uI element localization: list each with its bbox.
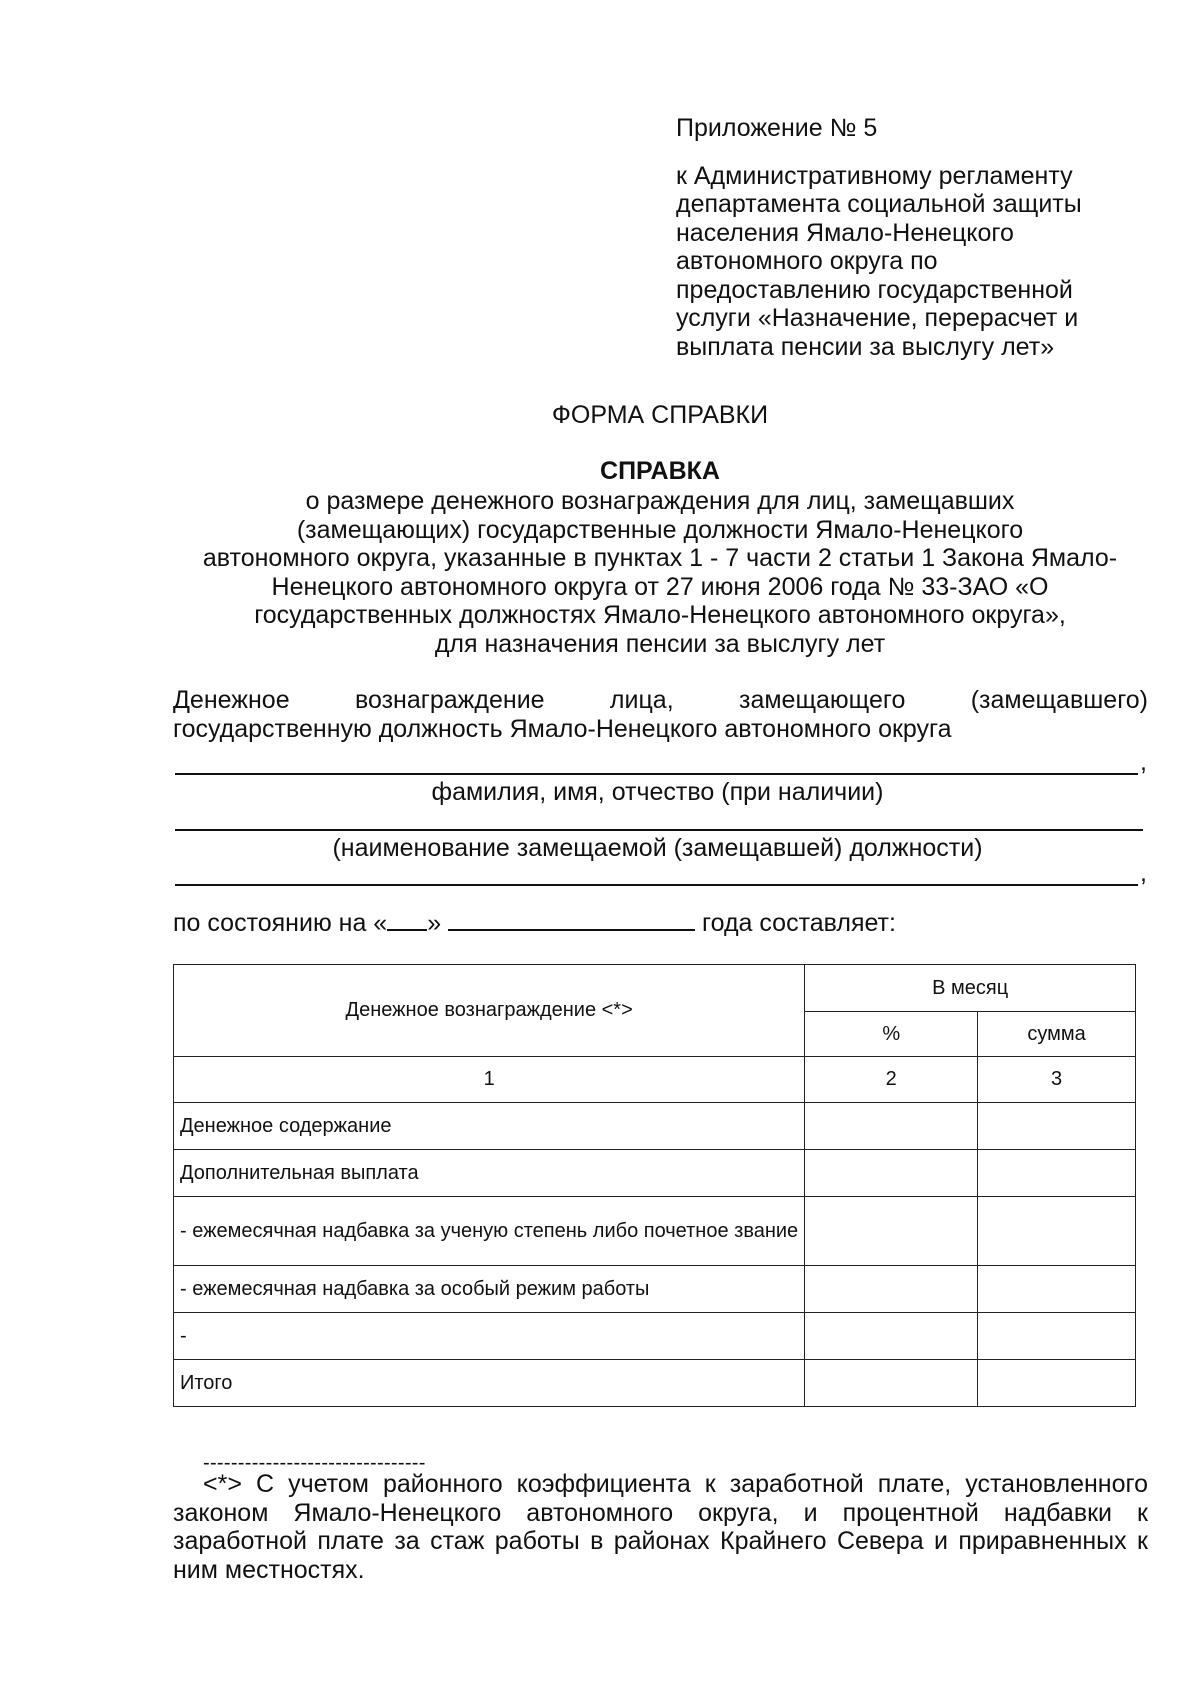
header-per-month: В месяц xyxy=(805,965,1136,1012)
month-year-blank[interactable] xyxy=(448,909,695,931)
appendix-line: департамента социальной защиты xyxy=(676,190,1082,218)
col-number: 2 xyxy=(805,1057,978,1103)
row-label: - ежемесячная надбавка за особый режим работы xyxy=(174,1266,805,1313)
appendix-number: Приложение № 5 xyxy=(676,114,878,142)
table-row xyxy=(174,1150,1136,1197)
header-reward: Денежное вознаграждение <*> xyxy=(174,965,805,1057)
intro-word: Денежное xyxy=(173,686,290,714)
table-number-row xyxy=(174,1057,1136,1103)
percent-cell[interactable] xyxy=(805,1197,978,1266)
sum-cell[interactable] xyxy=(978,1313,1136,1360)
intro-word: замещающего xyxy=(739,686,906,714)
row-label: - xyxy=(174,1313,805,1360)
percent-cell[interactable] xyxy=(805,1103,978,1150)
col-number: 3 xyxy=(978,1057,1136,1103)
document-subject xyxy=(150,487,1170,658)
row-label: - ежемесячная надбавка за ученую степень либо почетное звание xyxy=(174,1197,805,1266)
table-header-row xyxy=(174,965,1136,1012)
subject-line: о размере денежного вознаграждения для лиц, замещавших xyxy=(305,487,1015,515)
appendix-line: предоставлению государственной xyxy=(676,275,1073,304)
subject-line: для назначения пенсии за выслугу лет xyxy=(434,629,886,658)
position-comma: , xyxy=(1140,859,1147,887)
as-of-suffix: года составляет: xyxy=(695,909,896,937)
appendix-line: автономного округа по xyxy=(676,247,938,275)
sum-cell[interactable] xyxy=(978,1150,1136,1197)
position-blank-line-2[interactable] xyxy=(175,884,1138,886)
subject-line: автономного округа, указанные в пунктах 1 - 7 части 2 статьи 1 Закона Ямало- xyxy=(202,544,1118,572)
appendix-line: к Административному регламенту xyxy=(676,161,1073,190)
appendix-block xyxy=(676,114,1136,361)
intro-word: вознаграждение xyxy=(354,686,545,714)
percent-cell[interactable] xyxy=(805,1360,978,1407)
percent-cell[interactable] xyxy=(805,1150,978,1197)
as-of-prefix: по состоянию на « xyxy=(173,909,388,937)
header-percent: % xyxy=(805,1012,978,1057)
document-title: СПРАВКА xyxy=(600,457,720,485)
sum-cell[interactable] xyxy=(978,1197,1136,1266)
footnote-text: <*> С учетом районного коэффициента к заработной плате, установленного законом Ямало-Ненецкого автономного округа, и процентной надбавки к заработной плате за стаж работы в районах Крайнего Севера и приравненных к ним местностях. xyxy=(173,1470,1148,1584)
percent-cell[interactable] xyxy=(805,1313,978,1360)
reward-intro xyxy=(173,686,1148,743)
sum-cell[interactable] xyxy=(978,1266,1136,1313)
percent-cell[interactable] xyxy=(805,1266,978,1313)
header-sum: сумма xyxy=(978,1012,1136,1057)
intro-line-2: государственную должность Ямало-Ненецкого автономного округа xyxy=(173,714,952,743)
as-of-middle: » xyxy=(427,909,449,937)
subject-line: государственных должностях Ямало-Ненецкого автономного округа», xyxy=(254,601,1066,629)
intro-word: (замещавшего) xyxy=(970,686,1148,714)
reward-table xyxy=(173,964,1136,1407)
appendix-line: услуги «Назначение, перерасчет и xyxy=(676,304,1079,332)
appendix-line: населения Ямало-Ненецкого xyxy=(676,218,1014,247)
footnote-separator: -------------------------------- xyxy=(203,1452,426,1474)
col-number: 1 xyxy=(174,1057,805,1103)
table-row xyxy=(174,1103,1136,1150)
name-blank-line[interactable] xyxy=(175,773,1138,775)
name-comma: , xyxy=(1140,748,1147,776)
row-label: Итого xyxy=(174,1360,805,1407)
table-row xyxy=(174,1313,1136,1360)
row-label: Денежное содержание xyxy=(174,1103,805,1150)
position-caption: (наименование замещаемой (замещавшей) должности) xyxy=(332,834,983,862)
table-row xyxy=(174,1197,1136,1266)
day-blank[interactable] xyxy=(387,909,427,931)
intro-line-1 xyxy=(173,686,1148,715)
row-label: Дополнительная выплата xyxy=(174,1150,805,1197)
as-of-line xyxy=(173,908,896,938)
subject-line: (замещающих) государственные должности Ямало-Ненецкого xyxy=(296,515,1024,544)
form-caption: ФОРМА СПРАВКИ xyxy=(551,401,769,429)
table-row-total xyxy=(174,1360,1136,1407)
sum-cell[interactable] xyxy=(978,1103,1136,1150)
position-blank-line[interactable] xyxy=(175,829,1143,831)
sum-cell[interactable] xyxy=(978,1360,1136,1407)
intro-word: лица, xyxy=(609,686,674,714)
name-caption: фамилия, имя, отчество (при наличии) xyxy=(431,778,884,806)
subject-line: Ненецкого автономного округа от 27 июня 2006 года № 33-ЗАО «О xyxy=(271,572,1049,601)
table-row xyxy=(174,1266,1136,1313)
appendix-line: выплата пенсии за выслугу лет» xyxy=(676,332,1055,361)
